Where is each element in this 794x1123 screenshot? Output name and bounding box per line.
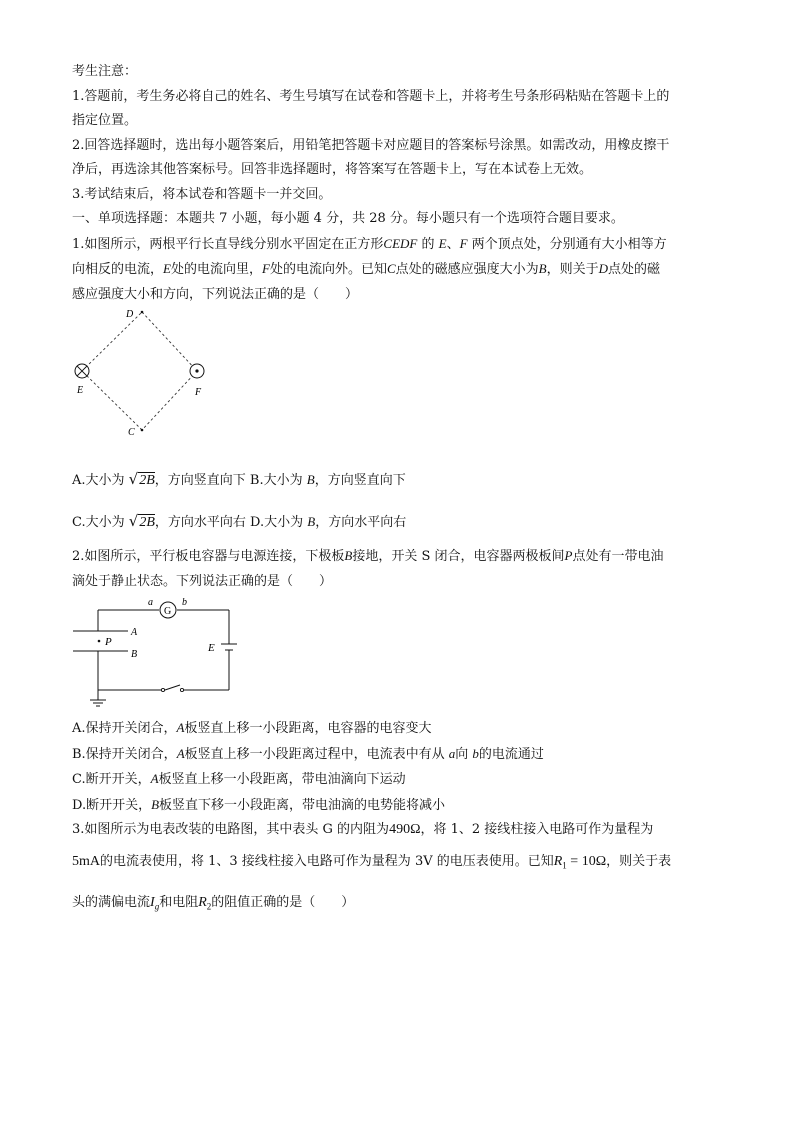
- q1-square-figure: [72, 309, 232, 444]
- notice-item-2-cont: 净后，再选涂其他答案标号。回答非选择题时，将答案写在答题卡上，写在本试卷上无效。: [72, 162, 593, 177]
- q2-option-c[interactable]: C.断开开关，A板竖直上移一小段距离，带电油滴向下运动: [72, 771, 406, 787]
- q1-options-ab: [72, 458, 722, 500]
- q1-stem-line-1: 1.如图所示，两根平行长直导线分别水平固定在正方形CEDF 的 E、F 两个顶点处，分别通有大小相等方: [72, 235, 667, 252]
- q1-option-c[interactable]: C.大小为 √2B，方向水平向右: [72, 512, 251, 530]
- notice-title: 考生注意：: [72, 64, 138, 79]
- label-f: F: [195, 387, 202, 398]
- exam-page: [72, 60, 722, 926]
- svg-text:G: G: [164, 606, 172, 617]
- switch-contact-left: [161, 688, 164, 691]
- q2-circuit-figure: [68, 594, 243, 712]
- label-plate-a: A: [131, 627, 138, 638]
- label-plate-b: B: [131, 649, 138, 660]
- q2-option-b[interactable]: B.保持开关闭合，A板竖直上移一小段距离过程中，电流表中有从 a向 b的电流通过: [72, 745, 544, 762]
- notice-item-1-cont: 指定位置。: [72, 113, 138, 128]
- q2-stem-line-2: 滴处于静止状态。下列说法正确的是（ ）: [72, 573, 333, 589]
- q1-stem-line-2: 向相反的电流，E处的电流向里，F处的电流向外。已知C点处的磁感应强度大小为B，则关于D点处的磁: [72, 261, 661, 277]
- label-b-terminal: b: [182, 597, 187, 608]
- label-a-terminal: a: [148, 597, 153, 608]
- q3-stem-line-1: 3.如图所示为电表改装的电路图，其中表头 G 的内阻为490Ω，将 1、2 接线柱接入电路可作为量程为: [72, 822, 654, 837]
- q1-option-b[interactable]: B.大小为 B，方向竖直向下: [249, 472, 406, 488]
- point-d: [141, 311, 144, 314]
- q1-option-a[interactable]: A.大小为 √2B，方向竖直向下: [72, 470, 250, 488]
- dashed-square: [82, 312, 197, 430]
- oil-drop-p: [98, 640, 101, 643]
- q3-stem-line-2: 5mA的电流表使用，将 1、3 接线柱接入电路可作为量程为 3V 的电压表使用。已知$R_1 = 10\Omega$，则关于表: [72, 853, 672, 871]
- galvanometer-icon: [160, 602, 176, 618]
- switch-blade: [165, 685, 180, 690]
- q2-option-a[interactable]: A.保持开关闭合，A板竖直上移一小段距离，电容器的电容变大: [72, 720, 432, 736]
- q1-stem-line-3: 感应强度大小和方向，下列说法正确的是（ ）: [72, 286, 359, 302]
- label-battery-e: E: [208, 642, 215, 654]
- label-p: P: [105, 636, 112, 648]
- notice-item-3: 3.考试结束后，将本试卷和答题卡一并交回。: [72, 186, 332, 202]
- label-e: E: [77, 385, 84, 396]
- switch-contact-right: [180, 688, 183, 691]
- q3-stem-line-3: 头的满偏电流$I_g$和电阻$R_2$的阻值正确的是（ ）: [72, 895, 355, 912]
- q1-options-cd: [72, 500, 722, 542]
- section-heading: 一、单项选择题：本题共 7 小题，每小题 4 分，共 28 分。每小题只有一个选项符合题目要求。: [72, 211, 624, 226]
- label-c: C: [128, 427, 135, 438]
- current-out-of-page-icon: [190, 364, 204, 378]
- notice-item-1: 1.答题前，考生务必将自己的姓名、考生号填写在试卷和答题卡上，并将考生号条形码粘贴在答题卡上的: [72, 88, 670, 104]
- notice-item-2: 2.回答选择题时，选出每小题答案后，用铅笔把答题卡对应题目的答案标号涂黑。如需改动，用橡皮擦干: [72, 137, 670, 153]
- q1-option-d[interactable]: D.大小为 B，方向水平向右: [250, 514, 407, 530]
- q2-option-d[interactable]: D.断开开关，B板竖直下移一小段距离，带电油滴的电势能将减小: [72, 796, 446, 813]
- label-d: D: [126, 309, 134, 320]
- point-c: [141, 429, 144, 432]
- q2-stem-line-1: 2.如图所示，平行板电容器与电源连接，下极板B接地，开关 S 闭合，电容器两极板间P点处有一带电油: [72, 548, 664, 564]
- current-into-page-icon: [75, 364, 89, 378]
